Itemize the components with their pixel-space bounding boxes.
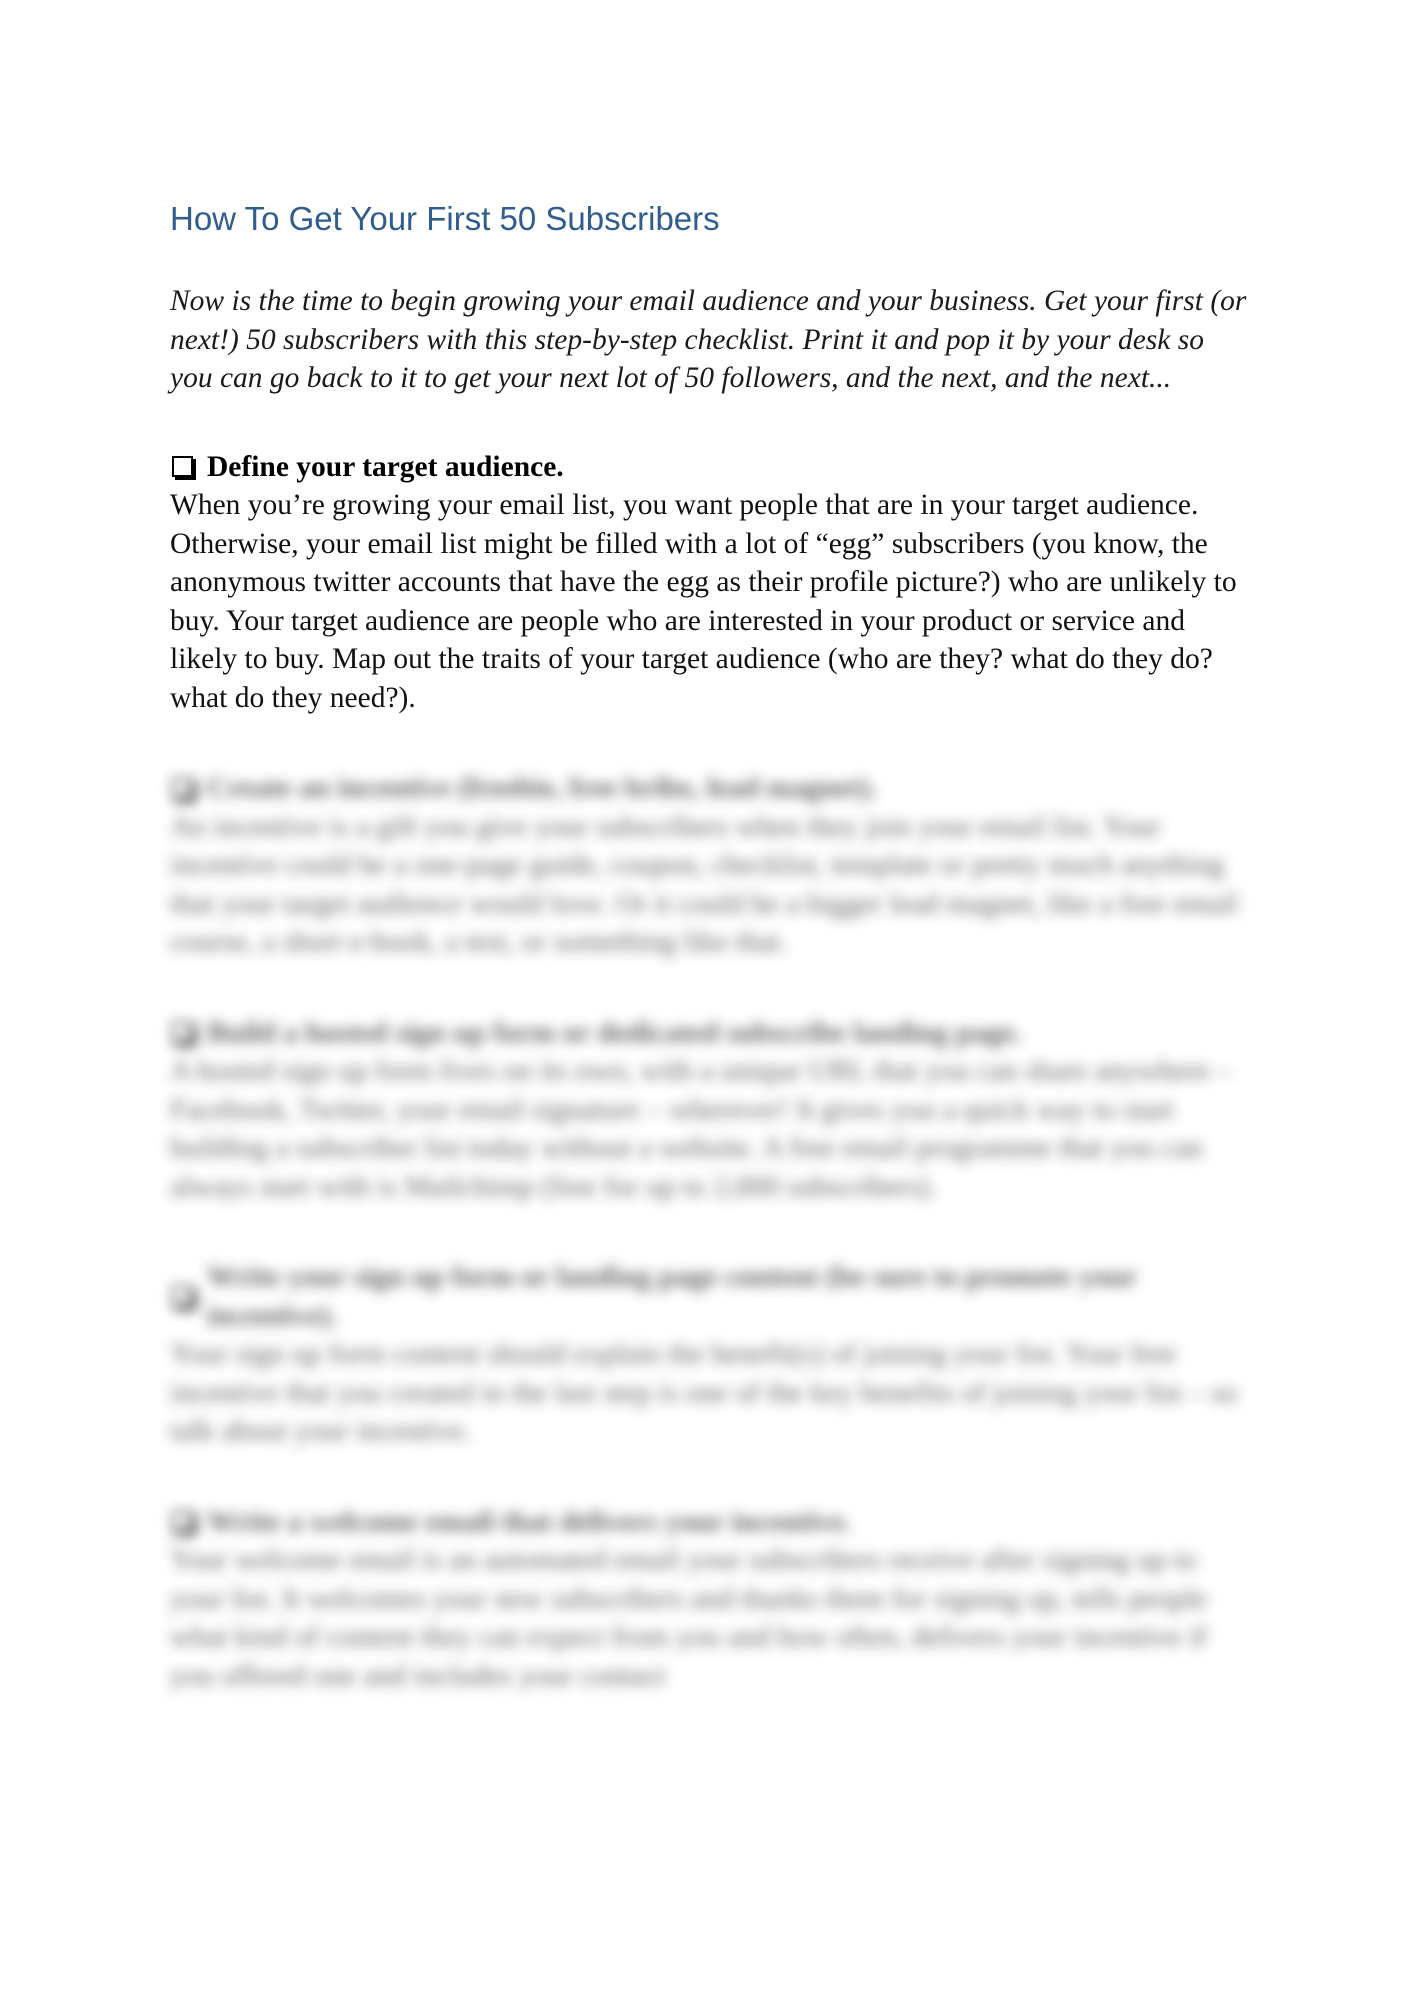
checklist-item: [170, 769, 1250, 962]
checklist-item: [170, 448, 1250, 718]
checklist-heading-text: Write a welcome email that delivers your incentive.: [207, 1505, 852, 1538]
checklist-body: An incentive is a gift you give your subscribers when they join your email list. Your incentive could be a one-page guide, coupon, checklist, template or pretty much anything that your target audience would love. Or it could be a bigger lead magnet, like a free email course, a short e-book, a test, or something like that.: [170, 810, 1239, 958]
checklist-heading-text: Write your sign up form or landing page content (be sure to promote your incentive).: [207, 1261, 1138, 1332]
checklist-body: Your sign up form content should explain the benefit(s) of joining your list. Your free incentive that you created in the last step is one of the key benefits of joining your list – so talk about your incentive.: [170, 1338, 1238, 1447]
document-title: How To Get Your First 50 Subscribers: [170, 200, 720, 237]
checkbox-icon: [172, 1511, 193, 1532]
document-content: [170, 200, 1250, 1747]
checklist-heading-text: Define your target audience.: [207, 450, 564, 483]
checkbox-icon: [172, 456, 193, 477]
intro-paragraph: Now is the time to begin growing your email audience and your business. Get your first (or next!) 50 subscribers with this step-by-step checklist. Print it and pop it by your desk so you can go back to it to get your next lot of 50 followers, and the next, and the next...: [170, 285, 1247, 394]
checklist-item: [170, 1258, 1250, 1451]
checklist-body: A hosted sign up form lives on its own, with a unique URL that you can share anywhere – Facebook, Twitter, your email signature – wherever! It gives you a quick way to start building a subscriber list today without a website. A free email programme that you can always start with is Mailchimp (free for up to 2,000 subscribers).: [170, 1055, 1232, 1203]
checklist-heading: [170, 1014, 1250, 1053]
checklist-heading: [170, 1258, 1250, 1335]
checklist-heading: [170, 1503, 1250, 1542]
checklist-body: Your welcome email is an automated email your subscribers receive after signing up to your list. It welcomes your new subscribers and thanks them for signing up, tells people what kind of content they can expect from you and how often, delivers your incentive if you offered one and includes your contact: [170, 1544, 1208, 1692]
checklist-body: When you’re growing your email list, you want people that are in your target audience. Otherwise, your email list might be filled with a lot of “egg” subscribers (you know, the anonymous twitter accounts that have the egg as their profile picture?) who are unlikely to buy. Your target audience are people who are interested in your product or service and likely to buy. Map out the traits of your target audience (who are they? what do they do? what do they need?).: [170, 489, 1237, 714]
checklist-heading: [170, 448, 1250, 487]
checklist-item: [170, 1014, 1250, 1207]
checklist-heading: [170, 769, 1250, 808]
checklist-item: [170, 1503, 1250, 1696]
checkbox-icon: [172, 778, 193, 799]
checklist-heading-text: Build a hosted sign up form or dedicated subscribe landing page.: [207, 1016, 1022, 1049]
checklist-heading-text: Create an incentive (freebie, free bribe, lead magnet).: [207, 772, 878, 804]
checkbox-icon: [172, 1022, 193, 1043]
checkbox-icon: [172, 1286, 193, 1307]
